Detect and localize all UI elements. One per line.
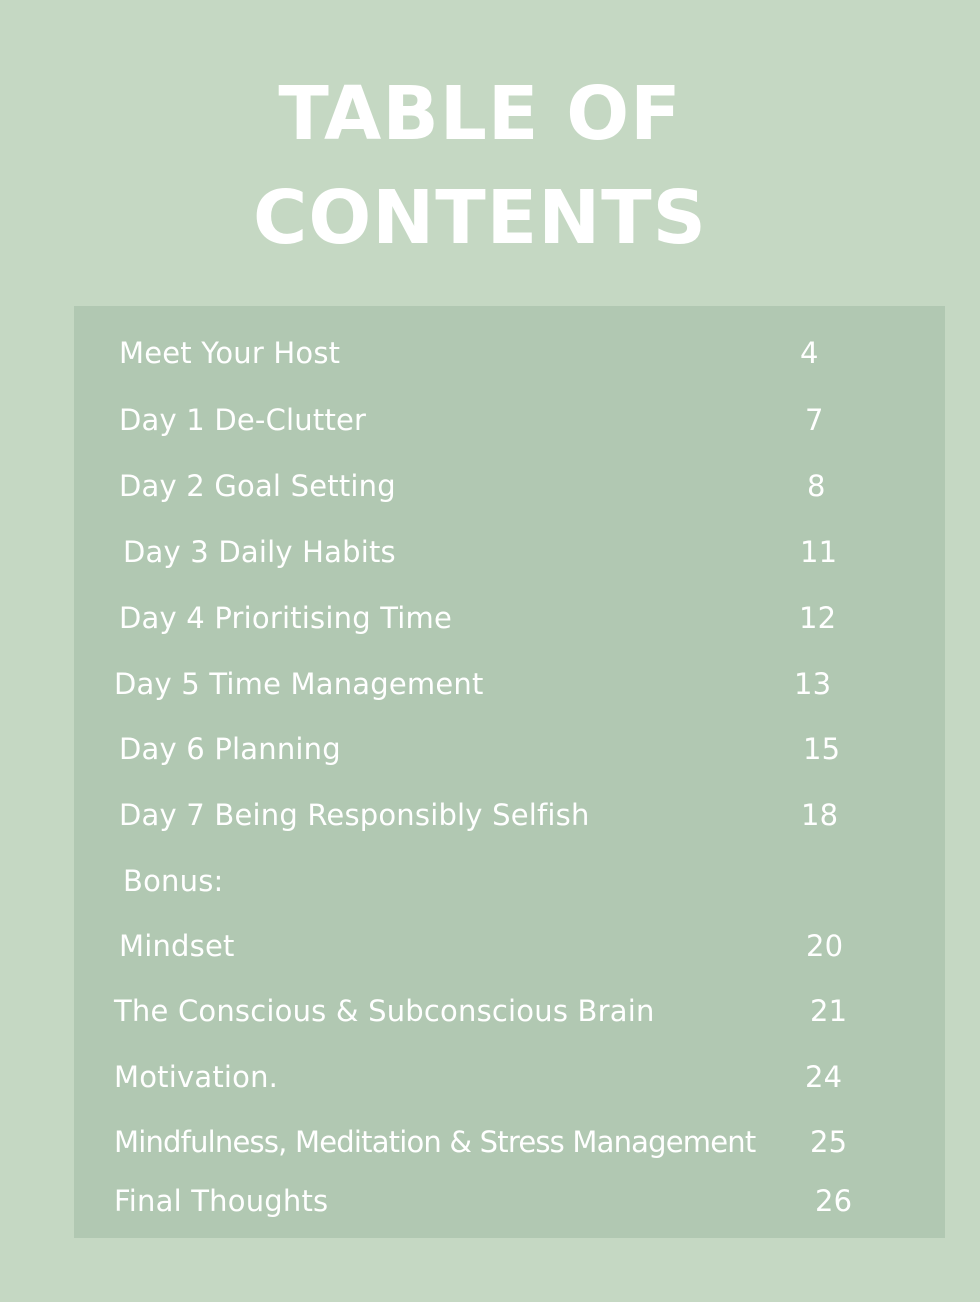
toc-entry-label: Final Thoughts — [114, 1184, 329, 1218]
toc-entry-page: 24 — [805, 1060, 843, 1094]
toc-entry-page: 20 — [806, 929, 844, 963]
toc-entry-label: Motivation. — [114, 1060, 279, 1094]
toc-entry-page: 11 — [800, 535, 838, 569]
toc-entry-label: The Conscious & Subconscious Brain — [114, 994, 655, 1028]
toc-entry-page: 13 — [794, 667, 832, 701]
toc-entry-page: 26 — [815, 1184, 853, 1218]
toc-entry-page: 15 — [803, 732, 841, 766]
toc-entry-label: Mindset — [119, 929, 235, 963]
toc-entry-label: Bonus: — [123, 864, 224, 898]
toc-entry-label: Day 3 Daily Habits — [123, 535, 396, 569]
toc-entry-page: 8 — [807, 469, 826, 503]
toc-entry-label: Day 6 Planning — [119, 732, 341, 766]
toc-entry-label: Day 5 Time Management — [114, 667, 484, 701]
toc-entry-page: 4 — [800, 336, 819, 370]
toc-entry-page: 18 — [801, 798, 839, 832]
toc-entry-page: 21 — [810, 994, 848, 1028]
toc-panel — [74, 306, 945, 1238]
toc-entry-label: Day 1 De-Clutter — [119, 403, 367, 437]
title-line-2: CONTENTS — [253, 175, 707, 261]
toc-entry-page: 25 — [810, 1125, 848, 1159]
toc-entry-label: Day 7 Being Responsibly Selfish — [119, 798, 590, 832]
toc-entry-page: 7 — [805, 403, 824, 437]
toc-entry-label: Day 4 Prioritising Time — [119, 601, 453, 635]
toc-entry-label: Meet Your Host — [119, 336, 341, 370]
toc-entry-label: Mindfulness, Meditation & Stress Management — [114, 1125, 756, 1159]
toc-entry-page: 12 — [799, 601, 837, 635]
title-line-1: TABLE OF — [278, 71, 682, 157]
toc-entry-label: Day 2 Goal Setting — [119, 469, 396, 503]
page-title — [0, 62, 960, 270]
